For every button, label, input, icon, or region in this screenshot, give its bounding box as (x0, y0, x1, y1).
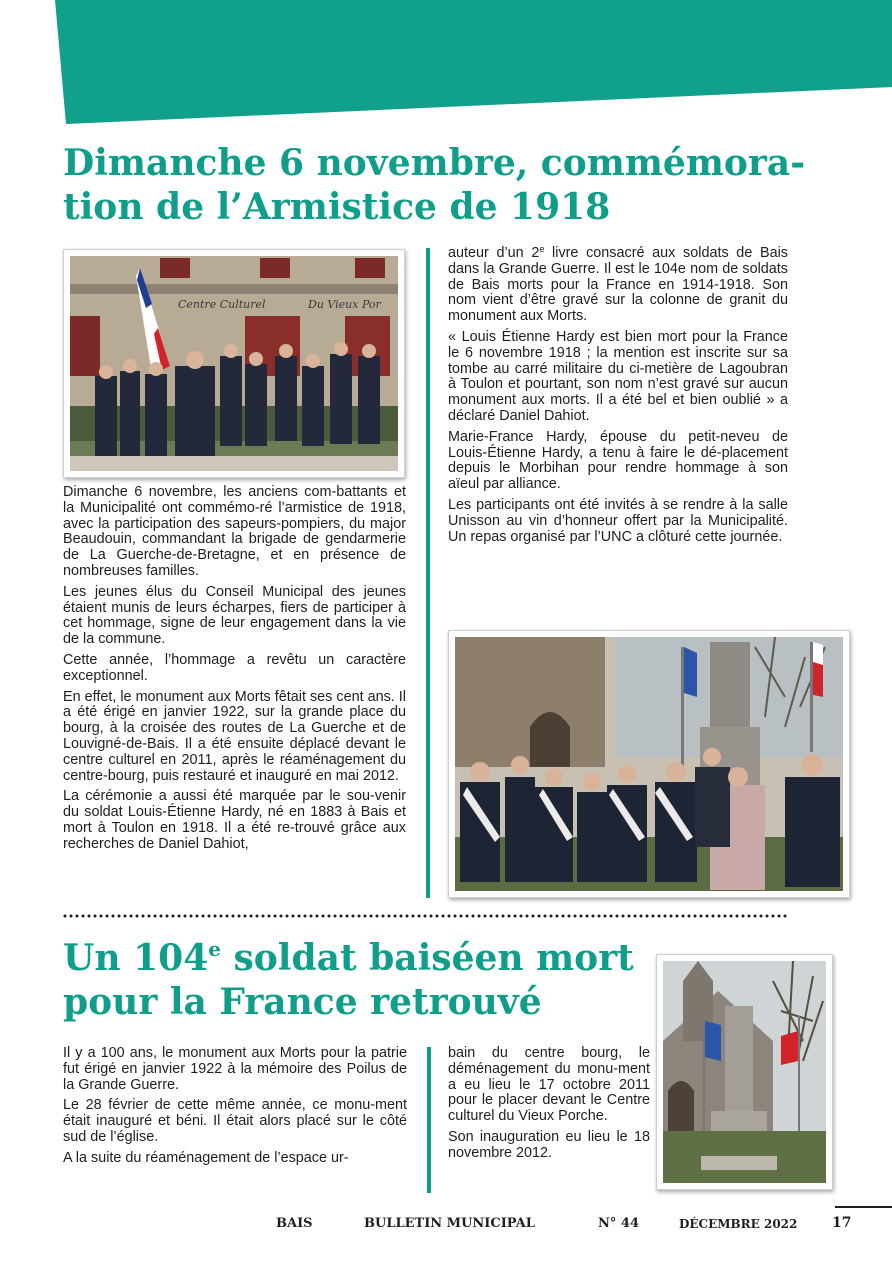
article2-title (63, 936, 643, 1024)
paragraph: A la suite du réaménagement de l’espace ur- (63, 1149, 349, 1166)
paragraph: Les jeunes élus du Conseil Municipal des jeunes étaient munis de leurs écharpes, fiers de participer à cet hommage, signe de leur engagement dans la vie de la commune. (63, 583, 406, 648)
article2-column-left (63, 1046, 407, 1172)
article2-column-right (448, 1046, 650, 1167)
paragraph: Cette année, l’hommage a revêtu un caractère exceptionnel. (63, 651, 406, 684)
text-run: livre consacré aux soldats de Bais dans la Grande Guerre. Il est le 104e nom de soldats de Bais morts pour la France en 1914-1918. Son nom vient d’être gravé sur la colonne de granit du monument aux Morts. (448, 245, 788, 325)
column-divider (426, 248, 430, 898)
column-divider (427, 1047, 431, 1193)
text-run: auteur d’un 2 (448, 245, 540, 261)
article1-column-right (448, 246, 788, 550)
paragraph: Les participants ont été invités à se rendre à la salle Unisson au vin d’honneur offert par la Municipalité. Un repas organisé par l’UNC a clôturé cette journée. (448, 496, 788, 545)
paragraph (448, 246, 788, 325)
paragraph: Le 28 février de cette même année, ce monu-ment était inauguré et béni. Il était alors placé sur le côté sud de l’église. (63, 1097, 407, 1145)
photo-monument-youth (448, 630, 850, 898)
photo-sign-right: Du Vieux Por (308, 298, 381, 311)
paragraph: Dimanche 6 novembre, les anciens com-battants et la Municipalité ont commémo-ré l’armistice de 1918, avec la participation des sapeurs-pompiers, du major Beaudouin, commandant la brigade de gendarmerie de La Guerche-de-Bretagne, et en présence de nombreuses familles. (63, 484, 406, 579)
paragraph: « Louis Étienne Hardy est bien mort pour la France le 6 novembre 1918 ; la mention est inscrite sur sa tombe au carré militaire du ci-metière de Lagoubran à Toulon et pourtant, son nom n’est gravé sur aucun monument aux morts. Il a été bel et bien oublié » a déclaré Daniel Dahiot. (448, 328, 788, 424)
superscript: e (539, 244, 545, 254)
photo-monument (656, 954, 833, 1190)
footer-bulletin: BULLETIN MUNICIPAL (364, 1216, 535, 1231)
title-run: soldat baiséen mort pour la France retrouvé (63, 937, 634, 1023)
paragraph: Il y a 100 ans, le monument aux Morts pour la patrie fut érigé en janvier 1922 à la mémoire des Poilus de la Grande Guerre. (63, 1045, 407, 1093)
paragraph: Marie-France Hardy, épouse du petit-neveu de Louis-Étienne Hardy, a tenu à faire le dé-placement depuis le Morbihan pour rendre hommage à son aïeul par alliance. (448, 428, 788, 493)
section-divider (63, 912, 791, 920)
paragraph: La cérémonie a aussi été marquée par le sou-venir du soldat Louis-Étienne Hardy, né en 1883 à Bais et mort à Toulon en 1918. Il a été re-trouvé grâce aux recherches de Daniel Dahiot, (63, 788, 406, 852)
photo-ceremony-group (63, 249, 405, 478)
page-number: 17 (832, 1215, 852, 1231)
paragraph: Son inauguration eu lieu le 18 novembre 2012. (448, 1128, 650, 1161)
title-run: Un 104 (63, 937, 209, 979)
footer-date: DÉCEMBRE 2022 (679, 1217, 798, 1231)
article1-title: Dimanche 6 novembre, commémora-tion de l’Armistice de 1918 (63, 142, 806, 228)
article1-column-left (63, 485, 406, 858)
footer-rule (835, 1206, 892, 1208)
footer-town: BAIS (276, 1216, 313, 1231)
paragraph: En effet, le monument aux Morts fêtait ses cent ans. Il a été érigé en janvier 1922, sur la grande place du bourg, à la croisée des routes de La Guerche et de Louvigné-de-Bais. Il a été ensuite déplacé devant le centre culturel en 2011, après le réaménagement du centre-bourg, puis restauré et inauguré en mai 2012. (63, 688, 406, 784)
paragraph: bain du centre bourg, le déménagement du monu-ment a eu lieu le 17 octobre 2011 pour le placer devant le Centre culturel du Vieux Porche. (448, 1045, 650, 1125)
photo-sign-left: Centre Culturel (178, 298, 266, 311)
superscript: e (208, 937, 221, 961)
footer-issue: N° 44 (598, 1216, 639, 1231)
header-banner (0, 0, 892, 125)
